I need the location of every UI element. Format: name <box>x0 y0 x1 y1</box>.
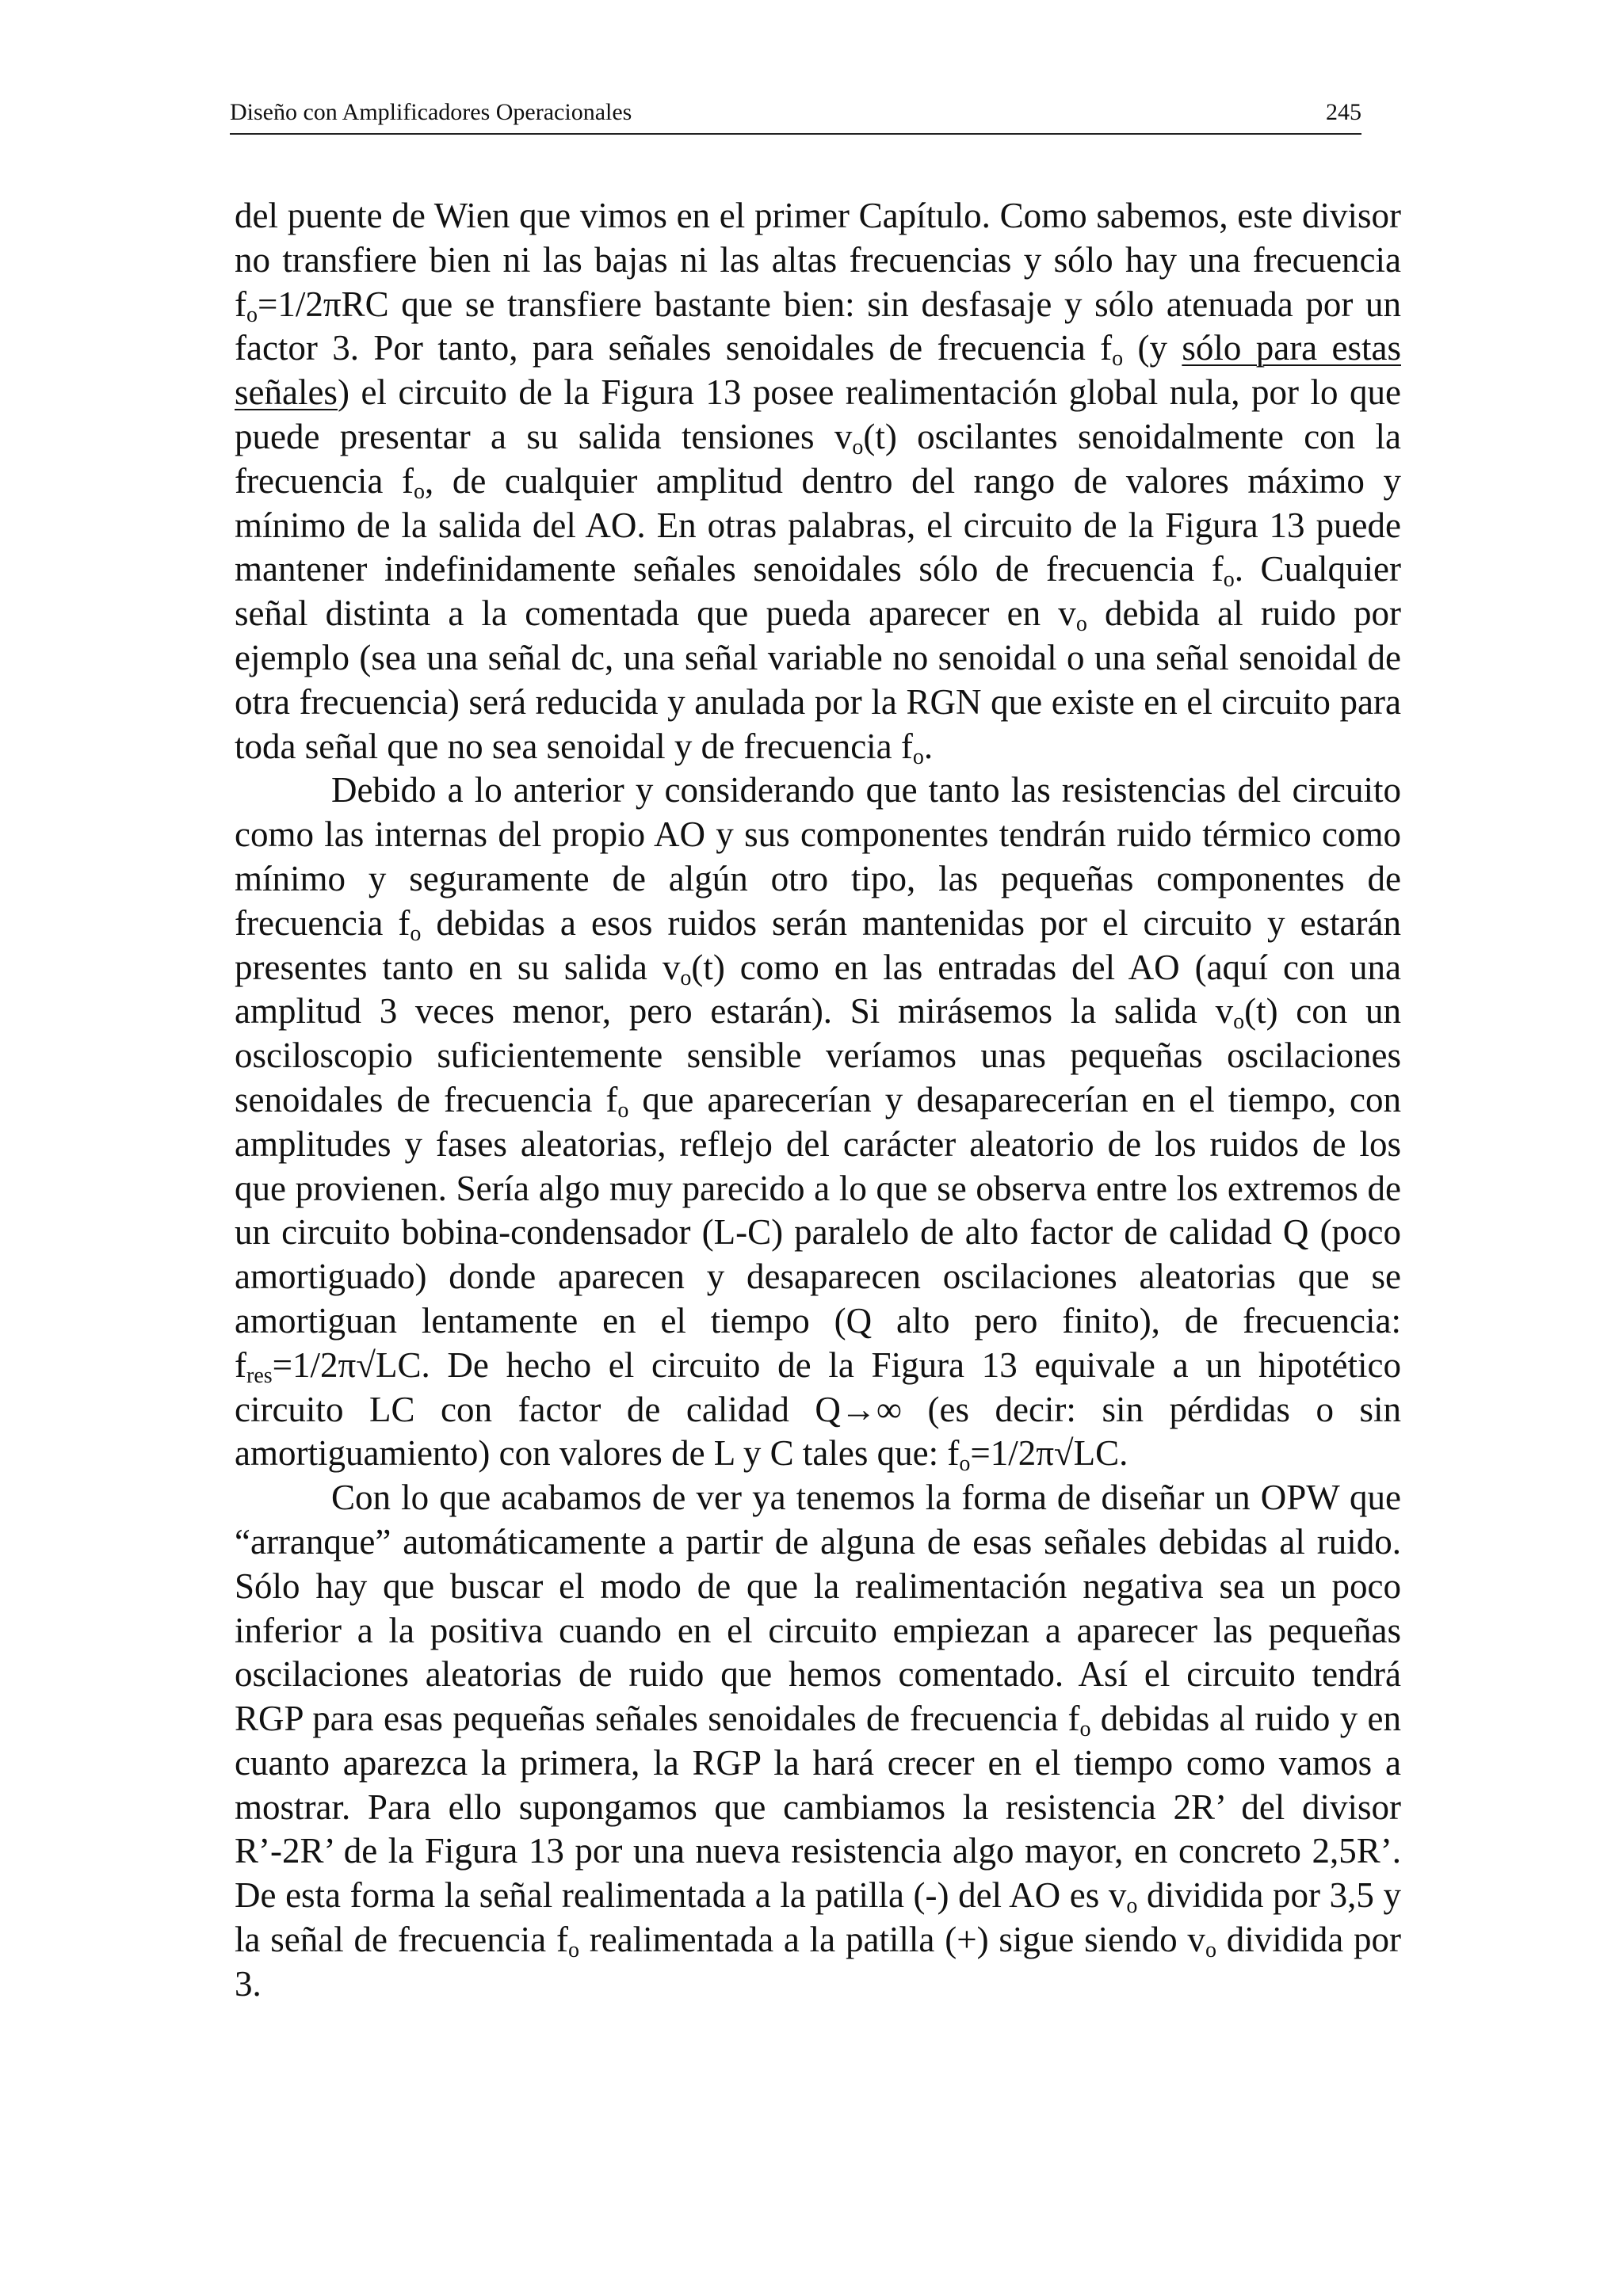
text-run: Debido a lo anterior y considerando que tanto las resistencias del circuito como las internas del propio AO y sus componentes tendrán ruido térmico como mínimo y seguramente de algún otro tipo, las pequeñas componentes de frecuencia f <box>235 770 1401 943</box>
subscript: o <box>1233 1009 1245 1035</box>
paragraph-3 <box>235 1476 1401 2007</box>
text-run: . Cualquier señal distinta a la comentada que pueda aparecer en v <box>235 549 1402 634</box>
subscript: o <box>246 302 258 327</box>
subscript: o <box>912 744 924 769</box>
running-header-title: Diseño con Amplificadores Operacionales <box>230 99 632 125</box>
subscript: o <box>413 479 425 504</box>
text-run: (t) oscilantes senoidalmente con la frecuencia f <box>235 416 1402 501</box>
subscript: o <box>1112 346 1124 372</box>
text-run: =1/2π√LC. De hecho el circuito de la Figura 13 equivale a un hipotético circuito LC con factor de calidad Q→∞ (es decir: sin pérdidas o sin amortiguamiento) con valores de L y C tales que: f <box>235 1344 1401 1474</box>
text-run: debidas al ruido y en cuanto aparezca la primera, la RGP la hará crecer en el tiempo como vamos a mostrar. Para ello supongamos que cambiamos la resistencia 2R’ del divisor R’-2R’ de la Figura 13 por una nueva resistencia algo mayor, en concreto 2,5R’. De esta forma la señal realimentada a la patilla (-) del AO es v <box>235 1699 1401 1916</box>
subscript: o <box>1205 1938 1216 1963</box>
subscript: o <box>1079 1717 1091 1742</box>
paragraph-1 <box>235 194 1401 769</box>
text-run: (t) como en las entradas del AO (aquí con una amplitud 3 veces menor, pero estarán). Si mirásemos la salida v <box>235 947 1401 1032</box>
underlined-phrase: sólo para estas señales <box>235 328 1401 413</box>
text-run: debida al ruido por ejemplo (sea una señal dc, una señal variable no senoidal o una señal senoidal de otra frecuencia) será reducida y anulada por la RGN que existe en el circuito para toda señal que no sea senoidal y de frecuencia f <box>235 593 1401 766</box>
text-run: Con lo que acabamos de ver ya tenemos la forma de diseñar un OPW que “arranque” automáticamente a partir de alguna de esas señales debidas al ruido. Sólo hay que buscar el modo de que la realimentación negativa sea un poco inferior a la positiva cuando en el circuito empiezan a aparecer las pequeñas oscilaciones aleatorias de ruido que hemos comentado. Así el circuito tendrá RGP para esas pequeñas señales senoidales de frecuencia f <box>235 1478 1401 1739</box>
subscript: o <box>617 1097 629 1123</box>
subscript: o <box>410 921 422 946</box>
subscript: o <box>959 1451 971 1477</box>
page-number: 245 <box>1326 99 1361 125</box>
text-run: . <box>923 726 934 766</box>
text-run: que aparecerían y desaparecerían en el tiempo, con amplitudes y fases aleatorias, reflejo del carácter aleatorio de los ruidos de los que provienen. Sería algo muy parecido a lo que se observa entre los extremos de un circuito bobina-condensador (L-C) paralelo de alto factor de calidad Q (poco amortiguado) donde aparecen y desaparecen oscilaciones aleatorias que se amortiguan lentamente en el tiempo (Q alto pero finito), de frecuencia: f <box>235 1079 1401 1385</box>
text-run: =1/2πRC que se transfiere bastante bien: sin desfasaje y sólo atenuada por un factor 3. Por tanto, para señales senoidales de frecuencia f <box>235 284 1401 368</box>
text-run: dividida por 3,5 y la señal de frecuencia f <box>235 1875 1401 1960</box>
body-text <box>235 194 1401 2007</box>
subscript: o <box>680 965 692 990</box>
page-header <box>230 93 1361 135</box>
text-run: (y <box>1123 328 1182 368</box>
subscript: o <box>1075 612 1087 637</box>
text-run: ) el circuito de la Figura 13 posee realimentación global nula, por lo que puede presentar a su salida tensiones v <box>235 372 1401 456</box>
subscript: o <box>1126 1894 1138 1919</box>
paragraph-2 <box>235 769 1401 1476</box>
text-run: (t) con un osciloscopio suficientemente sensible veríamos unas pequeñas oscilaciones senoidales de frecuencia f <box>235 991 1402 1119</box>
text-run: dividida por 3. <box>235 1920 1402 2004</box>
subscript: o <box>852 434 864 460</box>
subscript: o <box>1223 567 1235 593</box>
text-run: , de cualquier amplitud dentro del rango de valores máximo y mínimo de la salida del AO. En otras palabras, el circuito de la Figura 13 puede mantener indefinidamente señales senoidales sólo de frecuencia f <box>235 460 1402 589</box>
text-run: debidas a esos ruidos serán mantenidas por el circuito y estarán presentes tanto en su salida v <box>235 902 1401 987</box>
subscript: res <box>246 1363 273 1388</box>
text-run: del puente de Wien que vimos en el primer Capítulo. Como sabemos, este divisor no transfiere bien ni las bajas ni las altas frecuencias y sólo hay una frecuencia f <box>235 196 1401 324</box>
subscript: o <box>567 1938 579 1963</box>
text-run: =1/2π√LC. <box>970 1433 1128 1474</box>
text-run: realimentada a la patilla (+) sigue siendo v <box>579 1920 1205 1960</box>
